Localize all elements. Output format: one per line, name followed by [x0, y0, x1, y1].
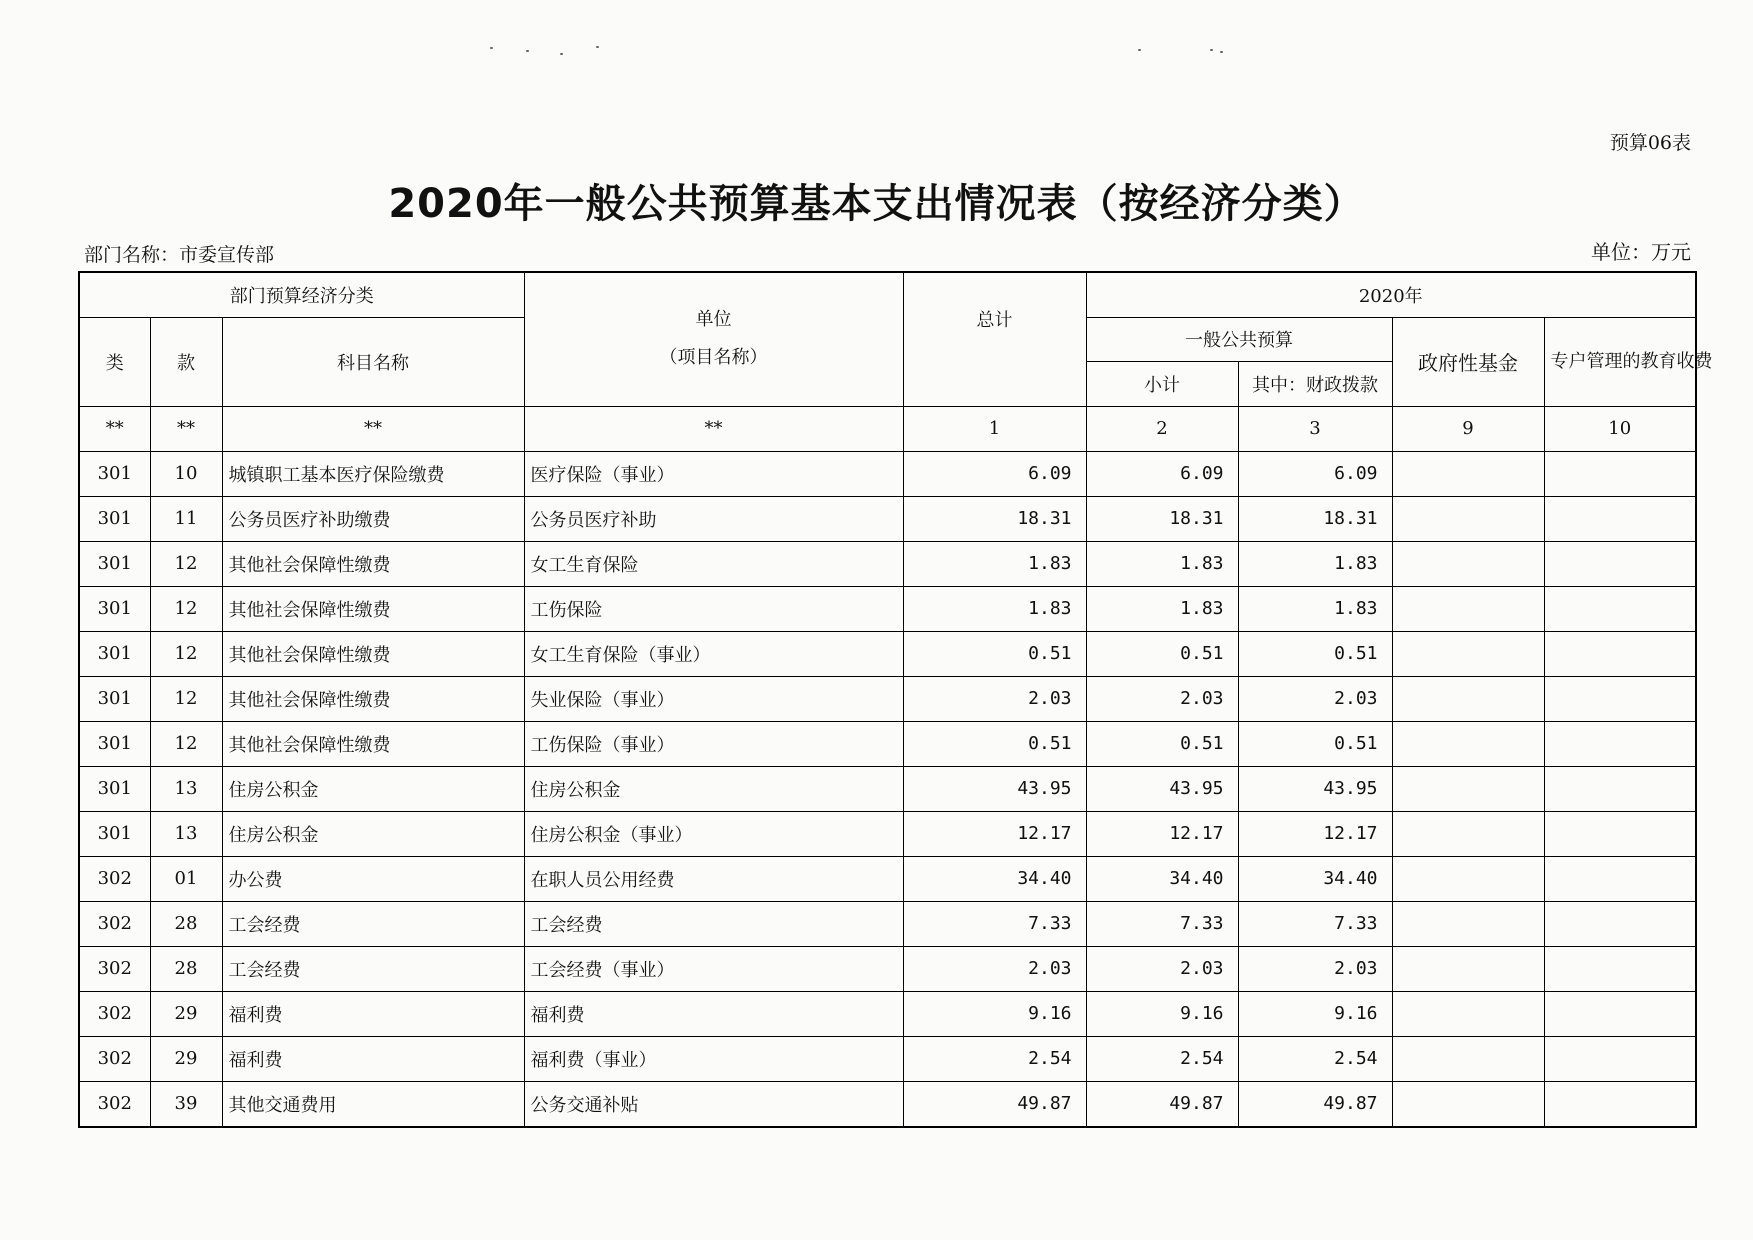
cell-total: 49.87 — [903, 1081, 1086, 1127]
cell-fiscal: 0.51 — [1238, 721, 1392, 766]
table-row — [79, 901, 1696, 946]
table-row — [79, 676, 1696, 721]
cell-gov-fund — [1392, 901, 1544, 946]
cell-edu-fee — [1544, 586, 1696, 631]
cell-edu-fee — [1544, 766, 1696, 811]
cell-kuan: 11 — [150, 496, 222, 541]
cell-fiscal: 49.87 — [1238, 1081, 1392, 1127]
table-row — [79, 496, 1696, 541]
cell-total: 43.95 — [903, 766, 1086, 811]
cell-subtotal: 2.54 — [1086, 1036, 1238, 1081]
cell-kuan: 12 — [150, 631, 222, 676]
cell-gov-fund — [1392, 451, 1544, 496]
cell-subtotal: 2.03 — [1086, 676, 1238, 721]
cell-lei: 302 — [79, 856, 150, 901]
cell-total: 0.51 — [903, 631, 1086, 676]
cell-edu-fee — [1544, 451, 1696, 496]
cell-subject: 其他社会保障性缴费 — [222, 541, 524, 586]
table-row — [79, 1081, 1696, 1127]
cell-lei: 302 — [79, 1081, 150, 1127]
cell-lei: 302 — [79, 901, 150, 946]
scan-speck — [526, 50, 529, 52]
header-year: 2020年 — [1086, 272, 1696, 317]
index-cell: ** — [524, 406, 903, 451]
cell-fiscal: 7.33 — [1238, 901, 1392, 946]
table-row — [79, 541, 1696, 586]
cell-fiscal: 43.95 — [1238, 766, 1392, 811]
scan-speck — [490, 47, 493, 49]
cell-subtotal: 2.03 — [1086, 946, 1238, 991]
cell-lei: 301 — [79, 676, 150, 721]
cell-item: 工伤保险 — [524, 586, 903, 631]
header-kuan: 款 — [150, 317, 222, 406]
cell-edu-fee — [1544, 856, 1696, 901]
cell-kuan: 28 — [150, 901, 222, 946]
cell-total: 12.17 — [903, 811, 1086, 856]
table-row — [79, 766, 1696, 811]
table-row — [79, 586, 1696, 631]
cell-kuan: 12 — [150, 676, 222, 721]
cell-total: 2.03 — [903, 676, 1086, 721]
cell-total: 9.16 — [903, 991, 1086, 1036]
cell-edu-fee — [1544, 496, 1696, 541]
cell-lei: 302 — [79, 1036, 150, 1081]
cell-subtotal: 43.95 — [1086, 766, 1238, 811]
index-cell: 1 — [903, 406, 1086, 451]
cell-kuan: 39 — [150, 1081, 222, 1127]
cell-gov-fund — [1392, 721, 1544, 766]
scan-speck — [1138, 49, 1141, 51]
cell-item: 住房公积金 — [524, 766, 903, 811]
cell-subject: 其他社会保障性缴费 — [222, 631, 524, 676]
header-subtotal: 小计 — [1086, 361, 1238, 406]
cell-kuan: 12 — [150, 721, 222, 766]
cell-edu-fee — [1544, 1081, 1696, 1127]
scan-speck — [560, 53, 563, 55]
cell-fiscal: 1.83 — [1238, 541, 1392, 586]
cell-lei: 301 — [79, 541, 150, 586]
cell-fiscal: 0.51 — [1238, 631, 1392, 676]
cell-item: 工会经费（事业） — [524, 946, 903, 991]
cell-edu-fee — [1544, 991, 1696, 1036]
index-cell: 9 — [1392, 406, 1544, 451]
cell-subject: 其他社会保障性缴费 — [222, 586, 524, 631]
cell-lei: 301 — [79, 586, 150, 631]
scan-speck — [1210, 49, 1213, 51]
cell-gov-fund — [1392, 856, 1544, 901]
cell-subject: 城镇职工基本医疗保险缴费 — [222, 451, 524, 496]
table-row — [79, 721, 1696, 766]
table-row — [79, 451, 1696, 496]
scan-speck — [596, 46, 599, 48]
cell-lei: 301 — [79, 811, 150, 856]
cell-subject: 办公费 — [222, 856, 524, 901]
header-gov-fund: 政府性基金 — [1392, 317, 1544, 406]
cell-fiscal: 18.31 — [1238, 496, 1392, 541]
cell-kuan: 29 — [150, 991, 222, 1036]
cell-subject: 其他社会保障性缴费 — [222, 721, 524, 766]
cell-item: 公务交通补贴 — [524, 1081, 903, 1127]
cell-subject: 住房公积金 — [222, 766, 524, 811]
cell-total: 34.40 — [903, 856, 1086, 901]
header-subject: 科目名称 — [222, 317, 524, 406]
cell-kuan: 28 — [150, 946, 222, 991]
cell-gov-fund — [1392, 946, 1544, 991]
table-row — [79, 856, 1696, 901]
cell-lei: 301 — [79, 631, 150, 676]
cell-gov-fund — [1392, 496, 1544, 541]
cell-subject: 其他交通费用 — [222, 1081, 524, 1127]
cell-item: 工伤保险（事业） — [524, 721, 903, 766]
cell-gov-fund — [1392, 631, 1544, 676]
cell-fiscal: 2.03 — [1238, 676, 1392, 721]
cell-total: 0.51 — [903, 721, 1086, 766]
cell-item: 在职人员公用经费 — [524, 856, 903, 901]
cell-gov-fund — [1392, 991, 1544, 1036]
cell-gov-fund — [1392, 541, 1544, 586]
cell-subject: 其他社会保障性缴费 — [222, 676, 524, 721]
cell-lei: 301 — [79, 451, 150, 496]
cell-item: 女工生育保险 — [524, 541, 903, 586]
unit-label: 单位：万元 — [1591, 240, 1691, 264]
cell-lei: 302 — [79, 946, 150, 991]
cell-total: 1.83 — [903, 541, 1086, 586]
index-cell: ** — [79, 406, 150, 451]
header-unit — [524, 272, 903, 406]
cell-item: 工会经费 — [524, 901, 903, 946]
table-row — [79, 946, 1696, 991]
page-title: 2020年一般公共预算基本支出情况表（按经济分类） — [388, 181, 1365, 227]
cell-gov-fund — [1392, 676, 1544, 721]
cell-edu-fee — [1544, 901, 1696, 946]
cell-kuan: 13 — [150, 811, 222, 856]
cell-item: 福利费（事业） — [524, 1036, 903, 1081]
cell-edu-fee — [1544, 541, 1696, 586]
cell-fiscal: 2.03 — [1238, 946, 1392, 991]
cell-edu-fee — [1544, 811, 1696, 856]
index-cell: ** — [222, 406, 524, 451]
cell-item: 医疗保险（事业） — [524, 451, 903, 496]
cell-lei: 301 — [79, 721, 150, 766]
cell-item: 女工生育保险（事业） — [524, 631, 903, 676]
index-row — [79, 406, 1696, 451]
cell-fiscal: 6.09 — [1238, 451, 1392, 496]
cell-gov-fund — [1392, 811, 1544, 856]
cell-total: 2.54 — [903, 1036, 1086, 1081]
cell-subtotal: 9.16 — [1086, 991, 1238, 1036]
cell-subtotal: 49.87 — [1086, 1081, 1238, 1127]
cell-fiscal: 9.16 — [1238, 991, 1392, 1036]
cell-total: 18.31 — [903, 496, 1086, 541]
index-cell: 3 — [1238, 406, 1392, 451]
cell-subtotal: 18.31 — [1086, 496, 1238, 541]
cell-subtotal: 12.17 — [1086, 811, 1238, 856]
index-cell: 10 — [1544, 406, 1696, 451]
cell-lei: 302 — [79, 991, 150, 1036]
cell-kuan: 13 — [150, 766, 222, 811]
header-edu-fee: 专户管理的教育收费 — [1544, 317, 1696, 406]
cell-subtotal: 1.83 — [1086, 586, 1238, 631]
cell-subject: 福利费 — [222, 1036, 524, 1081]
index-cell: 2 — [1086, 406, 1238, 451]
form-number: 预算06表 — [1609, 132, 1691, 154]
cell-subtotal: 0.51 — [1086, 631, 1238, 676]
cell-total: 2.03 — [903, 946, 1086, 991]
cell-edu-fee — [1544, 1036, 1696, 1081]
cell-item: 失业保险（事业） — [524, 676, 903, 721]
budget-table — [78, 271, 1713, 1128]
cell-subtotal: 7.33 — [1086, 901, 1238, 946]
cell-subtotal: 0.51 — [1086, 721, 1238, 766]
cell-kuan: 12 — [150, 586, 222, 631]
cell-fiscal: 2.54 — [1238, 1036, 1392, 1081]
cell-edu-fee — [1544, 631, 1696, 676]
cell-subtotal: 1.83 — [1086, 541, 1238, 586]
index-cell: ** — [150, 406, 222, 451]
cell-gov-fund — [1392, 586, 1544, 631]
cell-total: 1.83 — [903, 586, 1086, 631]
cell-kuan: 29 — [150, 1036, 222, 1081]
cell-edu-fee — [1544, 946, 1696, 991]
cell-total: 7.33 — [903, 901, 1086, 946]
header-fiscal: 其中：财政拨款 — [1238, 361, 1392, 406]
cell-subject: 住房公积金 — [222, 811, 524, 856]
cell-fiscal: 1.83 — [1238, 586, 1392, 631]
cell-subject: 公务员医疗补助缴费 — [222, 496, 524, 541]
table-row — [79, 631, 1696, 676]
header-lei: 类 — [79, 317, 150, 406]
cell-item: 公务员医疗补助 — [524, 496, 903, 541]
cell-gov-fund — [1392, 1081, 1544, 1127]
cell-subtotal: 6.09 — [1086, 451, 1238, 496]
cell-subtotal: 34.40 — [1086, 856, 1238, 901]
header-general-budget: 一般公共预算 — [1086, 317, 1392, 361]
department-name: 部门名称：市委宣传部 — [84, 244, 275, 266]
cell-subject: 工会经费 — [222, 901, 524, 946]
cell-lei: 301 — [79, 766, 150, 811]
cell-gov-fund — [1392, 1036, 1544, 1081]
cell-item: 住房公积金（事业） — [524, 811, 903, 856]
cell-lei: 301 — [79, 496, 150, 541]
header-unit-sub: （项目名称） — [659, 347, 768, 369]
cell-kuan: 10 — [150, 451, 222, 496]
header-unit-label: 单位 — [695, 309, 732, 331]
table-row — [79, 991, 1696, 1036]
cell-edu-fee — [1544, 721, 1696, 766]
cell-fiscal: 12.17 — [1238, 811, 1392, 856]
cell-subject: 福利费 — [222, 991, 524, 1036]
cell-kuan: 12 — [150, 541, 222, 586]
cell-gov-fund — [1392, 766, 1544, 811]
header-total: 总计 — [903, 272, 1086, 406]
cell-item: 福利费 — [524, 991, 903, 1036]
table-row — [79, 1036, 1696, 1081]
table-row — [79, 811, 1696, 856]
cell-fiscal: 34.40 — [1238, 856, 1392, 901]
cell-kuan: 01 — [150, 856, 222, 901]
scan-speck — [1220, 51, 1223, 53]
cell-total: 6.09 — [903, 451, 1086, 496]
cell-edu-fee — [1544, 676, 1696, 721]
cell-subject: 工会经费 — [222, 946, 524, 991]
header-econ-class: 部门预算经济分类 — [79, 272, 524, 317]
